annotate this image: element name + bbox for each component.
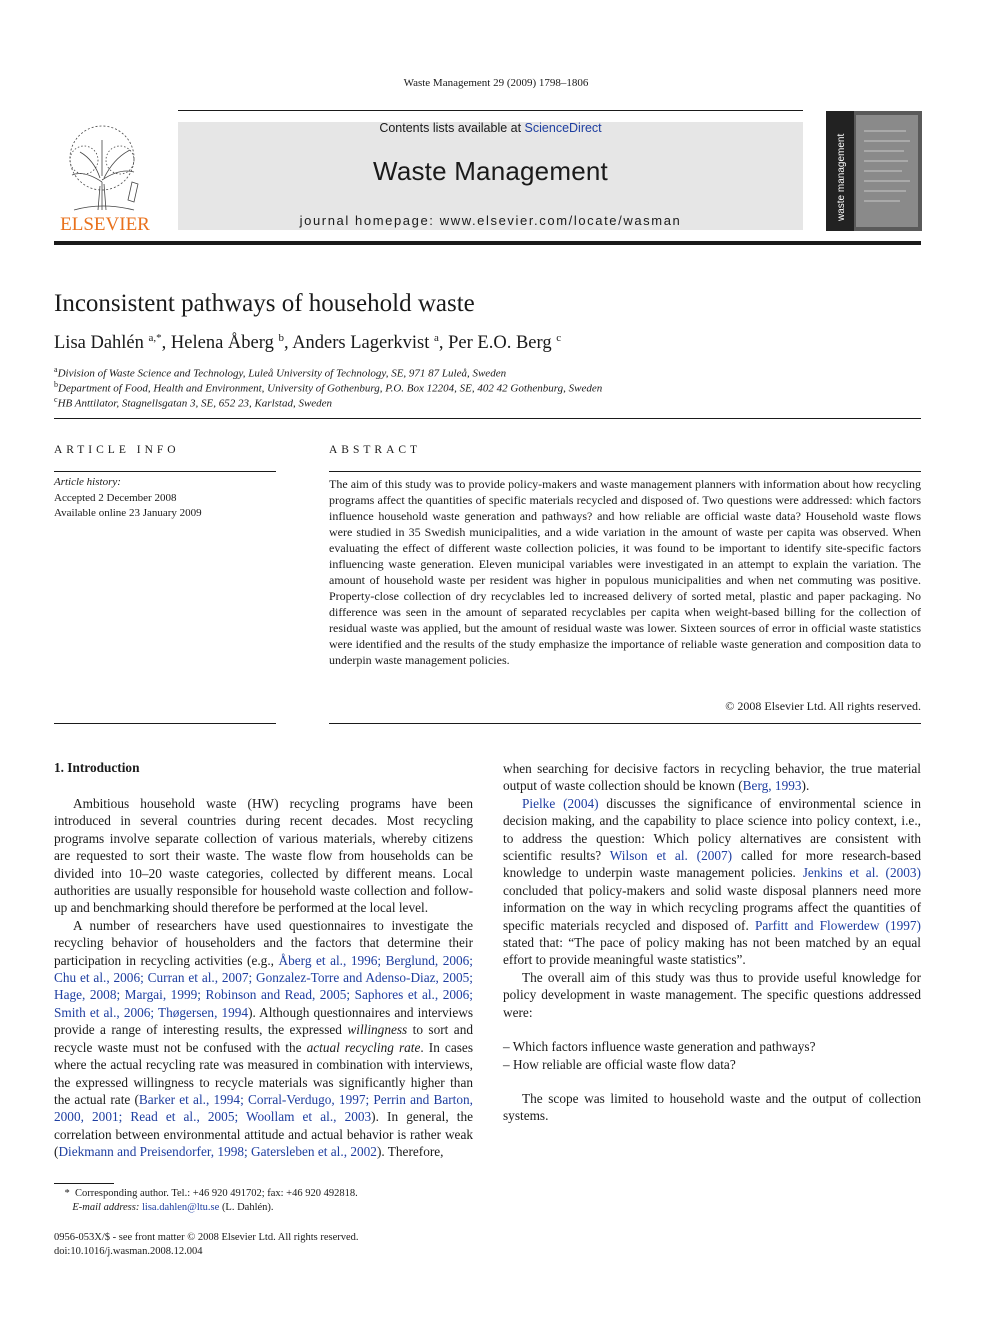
svg-text:waste management: waste management (836, 133, 847, 221)
footnote-rule (54, 1183, 114, 1184)
author-name: Lisa Dahlén (54, 333, 144, 354)
article-info-bottom-rule (54, 723, 276, 724)
article-info-heading: ARTICLE INFO (54, 444, 180, 456)
citation-link[interactable]: Diekmann and Preisendorfer, 1998; Gatersleben et al., 2002 (58, 1144, 377, 1160)
journal-homepage[interactable]: journal homepage: www.elsevier.com/locate/wasman (299, 213, 682, 228)
author-name: Anders Lagerkvist (292, 333, 430, 354)
list-item: – How reliable are official waste flow data? (503, 1056, 736, 1072)
journal-cover-image (826, 111, 922, 231)
email-link[interactable]: lisa.dahlen@ltu.se (141, 1202, 220, 1213)
affiliation-rule (54, 418, 921, 419)
issn-line: 0956-053X/$ - see front matter © 2008 Elsevier Ltd. All rights reserved. (54, 1232, 359, 1243)
elsevier-tree-logo-icon (54, 120, 156, 235)
paper-title: Inconsistent pathways of household waste (54, 290, 475, 317)
sciencedirect-link[interactable]: ScienceDirect (524, 121, 602, 135)
author-name: Per E.O. Berg (448, 333, 552, 354)
research-questions-list (503, 1038, 921, 1073)
contents-availability: Contents lists available at ScienceDirect (379, 121, 602, 135)
affiliation-b: $^b$Department of Food, Health and Environment, University of Gothenburg, P.O. Box 12204, SE, 402 42 Gothenburg, Sweden (54, 380, 603, 395)
affiliation-a: $^a$Division of Waste Science and Technology, Luleå University of Technology, SE, 971 87 Luleå, Sweden (54, 365, 507, 380)
citation-link[interactable]: Parfitt and Flowerdew (1997) (754, 917, 921, 933)
paragraph: A number of researchers have used questionnaires to investigate the recycling behavior of householders and the factors that determine their participation in recycling activities (e.g., Åberg et al., 1996; Berglund, 2006; Chu et al., 2006; Curran et al., 2007; Gonzalez-Torre and Adenso-Diaz, 2005; Hage, 2008; Margai, 1999; Robinson and Read, 2005; Saphores et al., 2006; Smith et al., 2006; Thøgersen, 1994). Although questionnaires and interviews provide a range of interesting results, the expressed willingness to sort and recycle waste must not be confused with the actual recycling rate. In cases where the actual recycling rate was measured in combination with interviews, the expressed willingness to recycle materials was significantly higher than the actual rate (Barker et al., 1994; Corral-Verdugo, 1997; Perrin and Barton, 2000, 2001; Read et al., 2005; Woollam et al., 2003). In general, the correlation between environmental attitude and actual behavior is rather weak (Diekmann and Preisendorfer, 1998; Gatersleben et al., 2002). Therefore, (54, 917, 474, 1160)
paragraph: Pielke (2004) discusses the significance of environmental science in decision making, and the capability to place science into policy context, i.e., to address the question: Which policy alternatives are consistent with scientific results? Wilson et al. (2007) called for more research-based knowledge to underpin waste management policies. Jenkins et al. (2003) concluded that policy-makers and solid waste disposal planners need more information on the way in which recycling programs affect the quantities of specific materials recycled and disposed of. Parfitt and Flowerdew (1997) stated that: “The pace of policy making has not been matched by an equal effort to provide meaningful waste statistics”. (503, 795, 921, 968)
list-item: – Which factors influence waste generation and pathways? (503, 1039, 816, 1055)
front-matter-info (54, 1231, 359, 1259)
online-date: Available online 23 January 2009 (54, 507, 202, 519)
journal-citation: Waste Management 29 (2009) 1798–1806 (403, 77, 589, 89)
abstract-copyright: © 2008 Elsevier Ltd. All rights reserved. (725, 699, 921, 713)
body-column-right (503, 760, 921, 1125)
author-list: Lisa Dahlén $^{a,*}$, Helena Åberg $^b$, Anders Lagerkvist $^a$, Per E.O. Berg $^c$ (54, 332, 562, 354)
abstract-text: The aim of this study was to provide policy-makers and waste management planners with information about how recycling programs affect the quantities of specific materials recycled and disposed of. Two questions were addressed: which factors influence household waste generation and pathways? and how reliable are official waste data? Household waste flows were studied in 35 Swedish municipalities, and a wide variation in the amount of waste per capita was observed. When evaluating the effect of different waste collection policies, it was found to be important to identify site-specific factors influencing waste generation. Eleven municipal variables were investigated in an attempt to explain the variation. The amount of household waste per resident was higher in populous municipalities and when net commuting was positive. Property-close collection of dry recyclables led to increased delivery of sorted metal, plastic and paper packaging. No difference was seen in the amount of separated recyclables per capita when weight-based billing for the collection of residual waste was applied, but the amount of residual waste was lower. Sixteen sources of error in official waste statistics were identified and the results of the study emphasize the importance of reliable waste generation and composition data to underpin waste management policies. (329, 477, 921, 667)
citation-link[interactable]: Jenkins et al. (2003) (802, 865, 921, 881)
introduction-heading: 1. Introduction (54, 760, 140, 775)
header-bottom-rule (54, 241, 921, 245)
citation-link[interactable]: Åberg et al., 1996; Berglund, 2006; Chu et al., 2006; Curran et al., 2007; Gonzalez-Torre and Adenso-Diaz, 2005; Hage, 2008; Margai, 1999; Robinson and Read, 2005; Saphores et al., 2006; Smith et al., 2006; Thøgersen, 1994 (54, 952, 473, 1020)
paragraph-continued: when searching for decisive factors in recycling behavior, the true material output of waste collection should be known (Berg, 1993). (503, 761, 921, 794)
citation-link[interactable]: Pielke (2004) (522, 795, 599, 811)
article-info-rule (54, 471, 276, 472)
doi-line: doi:10.1016/j.wasman.2008.12.004 (54, 1246, 203, 1257)
citation-link[interactable]: Wilson et al. (2007) (609, 848, 733, 864)
header-top-rule (178, 110, 803, 111)
citation-link[interactable]: Barker et al., 1994; Corral-Verdugo, 1997; Perrin and Barton, 2000, 2001; Read et al., 2005; Woollam et al., 2003 (54, 1091, 473, 1125)
accepted-date: Accepted 2 December 2008 (54, 491, 177, 504)
abstract-heading: ABSTRACT (329, 444, 422, 456)
body-column-left (54, 795, 473, 1161)
corresponding-author-footnote: * Corresponding author. Tel.: +46 920 491702; fax: +46 920 492818. E-mail address: lisa.dahlen@ltu.se (L. Dahlén). (64, 1188, 358, 1213)
citation-link[interactable]: Berg, 1993 (742, 778, 802, 794)
paragraph: Ambitious household waste (HW) recycling programs have been introduced in several countries during recent decades. Most recycling programs involve separate collection of various materials, whereby citizens are requested to sort their waste. The waste flow from households can be divided into 10–20 waste categories, collected by different means. Local authorities are usually responsible for household waste collection and follow-up and benchmarking should therefore be performed at the local level. (54, 796, 473, 916)
author-name: Helena Åberg (170, 333, 274, 354)
affiliation-c: $^c$HB Anttilator, Stagnellsgatan 3, SE, 652 23, Karlstad, Sweden (54, 395, 333, 410)
abstract-rule (329, 471, 921, 472)
article-history: Article history: Accepted 2 December 2008 Available online 23 January 2009 (54, 475, 202, 522)
paragraph: The scope was limited to household waste and the output of collection systems. (503, 1090, 921, 1124)
paragraph: The overall aim of this study was thus to provide useful knowledge for policy development in waste management. The specific questions addressed were: (503, 969, 921, 1020)
svg-text:ELSEVIER: ELSEVIER (60, 214, 150, 235)
journal-title: Waste Management (373, 156, 608, 186)
abstract-bottom-rule (329, 723, 921, 724)
